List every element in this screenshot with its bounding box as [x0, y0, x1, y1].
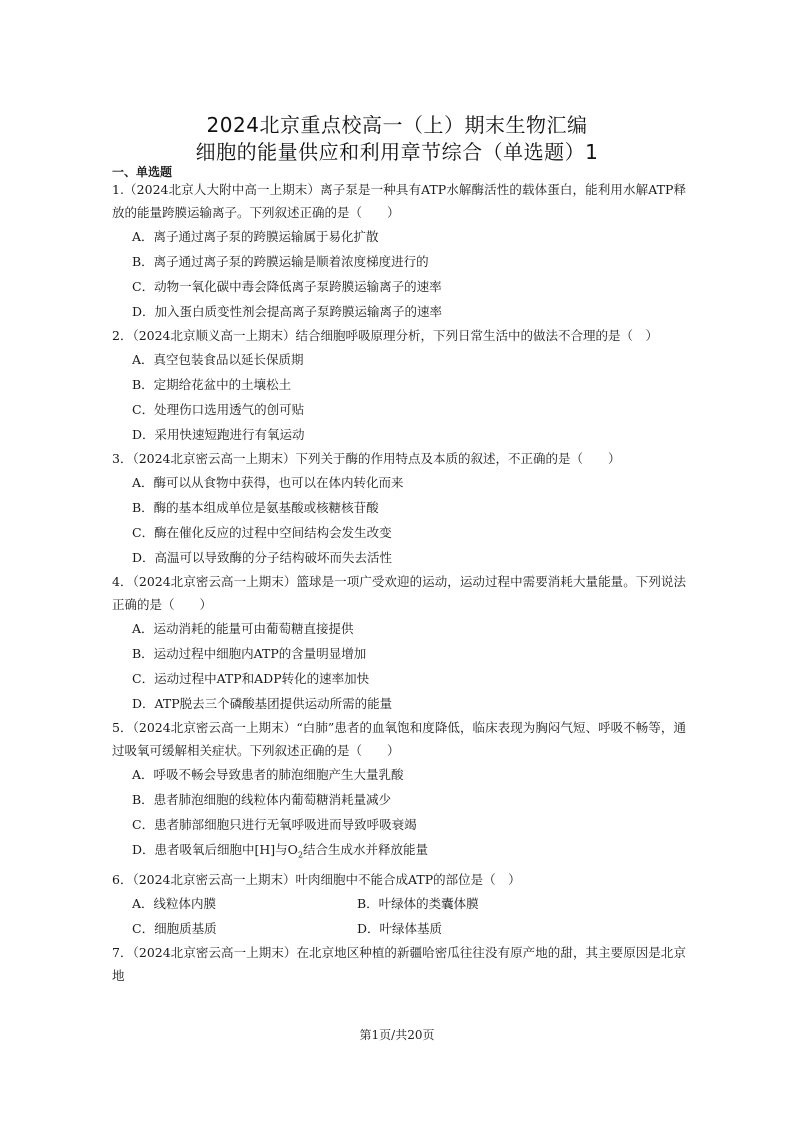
- question-7: [112, 941, 686, 987]
- question-6-option-d: D．叶绿体基质: [357, 920, 443, 936]
- question-6-option-b: B．叶绿体的类囊体膜: [357, 895, 479, 911]
- question-1: [112, 178, 686, 324]
- question-2-stem: 2．（2024北京顺义高一上期末）结合细胞呼吸原理分析，下列日常生活中的做法不合理的是（ ）: [112, 328, 659, 343]
- question-5-option-d-part1: D．患者吸氧后细胞中[H]与O: [132, 842, 298, 857]
- question-5-option-d: [112, 837, 686, 868]
- question-2: [112, 324, 686, 447]
- document-subtitle: 细胞的能量供应和利用章节综合（单选题）1: [195, 140, 599, 164]
- question-5-option-b: B．患者肺泡细胞的线粒体内葡萄糖消耗量减少: [132, 792, 392, 807]
- question-1-option-d: D．加入蛋白质变性剂会提高离子泵跨膜运输离子的速率: [132, 304, 443, 319]
- question-6-options-row-2: [112, 916, 686, 941]
- question-6-option-a: A．线粒体内膜: [132, 895, 217, 911]
- question-2-option-a: A．真空包装食品以延长保质期: [132, 352, 304, 367]
- question-5: [112, 716, 686, 868]
- question-7-stem: 7．（2024北京密云高一上期末）在北京地区种植的新疆哈密瓜往往没有原产地的甜，其主要原因是北京地: [112, 944, 686, 983]
- document-title: 2024北京重点校高一（上）期末生物汇编: [206, 113, 588, 137]
- question-3-option-b: B．酶的基本组成单位是氨基酸或核糖核苷酸: [132, 500, 379, 515]
- question-1-option-b: B．离子通过离子泵的跨膜运输是顺着浓度梯度进行的: [132, 254, 429, 269]
- question-3: [112, 447, 686, 570]
- question-4-option-b: B．运动过程中细胞内ATP的含量明显增加: [132, 646, 367, 661]
- page-number: 第1页/共20页: [359, 1028, 435, 1042]
- question-6: [112, 868, 686, 941]
- question-5-option-d-subscript: 2: [297, 850, 304, 860]
- question-2-option-c: C．处理伤口选用透气的创可贴: [132, 402, 305, 417]
- question-2-option-b: B．定期给花盆中的土壤松土: [132, 377, 292, 392]
- question-4-option-c: C．运动过程中ATP和ADP转化的速率加快: [132, 671, 370, 686]
- question-1-option-c: C．动物一氧化碳中毒会降低离子泵跨膜运输离子的速率: [132, 279, 442, 294]
- question-3-stem: 3．（2024北京密云高一上期末）下列关于酶的作用特点及本质的叙述，不正确的是（ ）: [112, 451, 621, 466]
- question-5-option-c: C．患者肺部细胞只进行无氧呼吸进而导致呼吸衰竭: [132, 817, 417, 832]
- section-heading: 一、单选题: [112, 165, 173, 179]
- question-5-stem: 5．（2024北京密云高一上期末）“白肺”患者的血氧饱和度降低，临床表现为胸闷气短、呼吸不畅等，通过吸氧可缓解相关症状。下列叙述正确的是（ ）: [112, 720, 686, 758]
- question-3-option-d: D．高温可以导致酶的分子结构破坏而失去活性: [132, 550, 393, 565]
- question-5-option-d-part2: 结合生成水并释放能量: [303, 842, 429, 857]
- question-4-option-d: D．ATP脱去三个磷酸基团提供运动所需的能量: [132, 696, 393, 711]
- question-2-option-d: D．采用快速短跑进行有氧运动: [132, 427, 305, 442]
- question-6-stem: 6．（2024北京密云高一上期末）叶肉细胞中不能合成ATP的部位是（ ）: [112, 871, 521, 887]
- question-6-options-row-1: [112, 891, 686, 916]
- question-3-option-c: C．酶在催化反应的过程中空间结构会发生改变: [132, 525, 392, 540]
- question-3-option-a: A．酶可以从食物中获得，也可以在体内转化而来: [132, 475, 404, 490]
- question-1-stem: 1.（2024北京人大附中高一上期末）离子泵是一种具有ATP水解酶活性的载体蛋白，能利用水解ATP释放的能量跨膜运输离子。下列叙述正确的是（ ）: [112, 182, 686, 220]
- question-6-option-c: C．细胞质基质: [132, 920, 217, 936]
- question-1-option-a: A．离子通过离子泵的跨膜运输属于易化扩散: [132, 229, 379, 244]
- question-4: [112, 570, 686, 716]
- question-4-stem: 4．（2024北京密云高一上期末）篮球是一项广受欢迎的运动，运动过程中需要消耗大量能量。下列说法正确的是（ ）: [112, 574, 686, 612]
- question-list: [112, 178, 686, 987]
- question-4-option-a: A．运动消耗的能量可由葡萄糖直接提供: [132, 621, 354, 636]
- question-5-option-a: A．呼吸不畅会导致患者的肺泡细胞产生大量乳酸: [132, 767, 404, 782]
